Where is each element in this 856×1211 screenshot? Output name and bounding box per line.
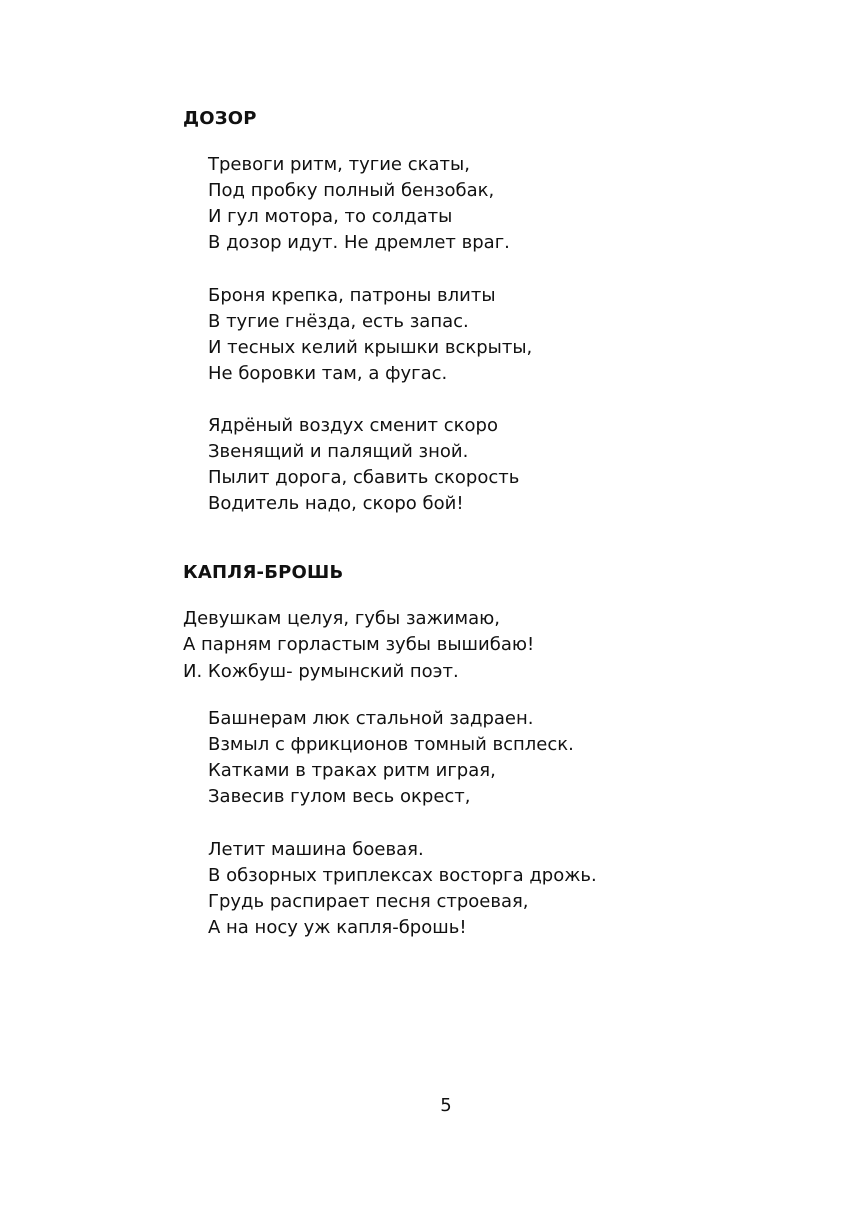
epigraph-line: А парням горластым зубы вышибаю!	[183, 634, 535, 655]
poem-line: Водитель надо, скоро бой!	[208, 493, 464, 514]
poem-line: Под пробку полный бензобак,	[208, 180, 495, 201]
poem-line: Башнерам люк стальной задраен.	[208, 708, 534, 729]
poem-title-dozor: ДОЗОР	[183, 108, 257, 129]
poem-line: И гул мотора, то солдаты	[208, 206, 453, 227]
poem-line: Грудь распирает песня строевая,	[208, 891, 529, 912]
poem-line: Не боровки там, а фугас.	[208, 363, 448, 384]
poem-line: Броня крепка, патроны влиты	[208, 285, 496, 306]
poem-line: Пылит дорога, сбавить скорость	[208, 467, 520, 488]
poem-line: Катками в траках ритм играя,	[208, 760, 496, 781]
poem-line: А на носу уж капля-брошь!	[208, 917, 467, 938]
poem-line: Ядрёный воздух сменит скоро	[208, 415, 498, 436]
poem-line: Взмыл с фрикционов томный всплеск.	[208, 734, 574, 755]
poem-line: Завесив гулом весь окрест,	[208, 786, 471, 807]
poem-title-kaplya-brosh: КАПЛЯ-БРОШЬ	[183, 562, 344, 583]
poem-line: И тесных келий крышки вскрыты,	[208, 337, 533, 358]
page-number: 5	[440, 1095, 452, 1116]
poem-line: В обзорных триплексах восторга дрожь.	[208, 865, 597, 886]
poem-line: Летит машина боевая.	[208, 839, 424, 860]
epigraph-line: Девушкам целуя, губы зажимаю,	[183, 608, 500, 629]
poem-line: В дозор идут. Не дремлет враг.	[208, 232, 510, 253]
epigraph-author: И. Кожбуш- румынский поэт.	[183, 661, 459, 682]
poem-line: В тугие гнёзда, есть запас.	[208, 311, 469, 332]
poem-line: Звенящий и палящий зной.	[208, 441, 469, 462]
poem-line: Тревоги ритм, тугие скаты,	[208, 154, 470, 175]
